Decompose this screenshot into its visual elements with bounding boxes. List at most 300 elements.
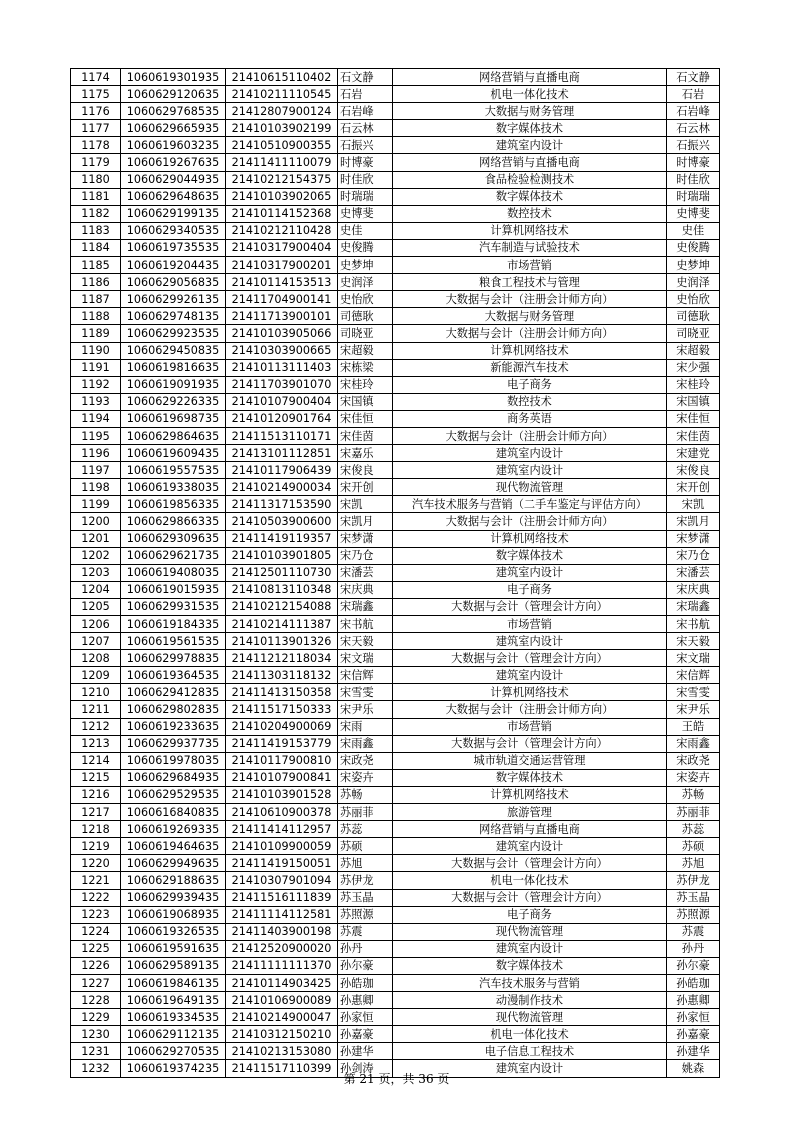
row-number: 1190 (71, 342, 121, 359)
table-row (71, 650, 720, 667)
student-name: 宋天毅 (338, 633, 393, 650)
major-name: 现代物流管理 (393, 1009, 667, 1026)
registration-number: 21410503900600 (226, 513, 338, 530)
row-number: 1211 (71, 701, 121, 718)
registration-number: 21411713900101 (226, 308, 338, 325)
table-row (71, 513, 720, 530)
registration-number: 21410117900810 (226, 752, 338, 769)
table-row (71, 393, 720, 410)
exam-number: 1060619609435 (121, 445, 226, 462)
table-row (71, 154, 720, 171)
signature: 宋凯月 (667, 513, 720, 530)
student-name: 宋桂玲 (338, 376, 393, 393)
student-name: 孙建华 (338, 1043, 393, 1060)
row-number: 1194 (71, 410, 121, 427)
student-name: 宋潘芸 (338, 564, 393, 581)
major-name: 大数据与财务管理 (393, 308, 667, 325)
major-name: 建筑室内设计 (393, 137, 667, 154)
exam-number: 1060629188635 (121, 872, 226, 889)
row-number: 1215 (71, 769, 121, 786)
exam-number: 1060629978835 (121, 650, 226, 667)
student-name: 苏硕 (338, 838, 393, 855)
major-name: 数字媒体技术 (393, 769, 667, 786)
row-number: 1203 (71, 564, 121, 581)
student-name: 石云林 (338, 120, 393, 137)
exam-number: 1060619184335 (121, 616, 226, 633)
signature: 宋俊良 (667, 462, 720, 479)
row-number: 1229 (71, 1009, 121, 1026)
signature: 宋姿卉 (667, 769, 720, 786)
signature: 孙建华 (667, 1043, 720, 1060)
row-number: 1232 (71, 1060, 121, 1077)
major-name: 建筑室内设计 (393, 445, 667, 462)
row-number: 1208 (71, 650, 121, 667)
exam-number: 1060619698735 (121, 410, 226, 427)
table-row (71, 906, 720, 923)
student-name: 宋佳茵 (338, 427, 393, 444)
student-name: 司德耿 (338, 308, 393, 325)
signature: 宋建党 (667, 445, 720, 462)
registration-number: 21411703901070 (226, 376, 338, 393)
row-number: 1212 (71, 718, 121, 735)
signature: 宋佳恒 (667, 410, 720, 427)
registration-number: 21411419153779 (226, 735, 338, 752)
registration-number: 21410120901764 (226, 410, 338, 427)
table-row (71, 325, 720, 342)
row-number: 1219 (71, 838, 121, 855)
signature: 时瑞瑞 (667, 188, 720, 205)
exam-number: 1060629748135 (121, 308, 226, 325)
major-name: 计算机网络技术 (393, 684, 667, 701)
registration-number: 21410212110428 (226, 222, 338, 239)
major-name: 数字媒体技术 (393, 188, 667, 205)
major-name: 商务英语 (393, 410, 667, 427)
table-row (71, 598, 720, 615)
table-row (71, 1009, 720, 1026)
major-name: 计算机网络技术 (393, 222, 667, 239)
major-name: 大数据与会计（注册会计师方向） (393, 701, 667, 718)
major-name: 大数据与会计（注册会计师方向） (393, 291, 667, 308)
signature: 史佳 (667, 222, 720, 239)
signature: 时博豪 (667, 154, 720, 171)
row-number: 1184 (71, 239, 121, 256)
registration-number: 21410204900069 (226, 718, 338, 735)
exam-number: 1060619267635 (121, 154, 226, 171)
registration-number: 21410107900841 (226, 769, 338, 786)
row-number: 1222 (71, 889, 121, 906)
exam-number: 1060629949635 (121, 855, 226, 872)
exam-number: 1060629648635 (121, 188, 226, 205)
exam-number: 1060629199135 (121, 205, 226, 222)
exam-number: 1060616840835 (121, 804, 226, 821)
major-name: 机电一体化技术 (393, 1026, 667, 1043)
registration-number: 21410107900404 (226, 393, 338, 410)
exam-number: 1060619091935 (121, 376, 226, 393)
signature: 司晓亚 (667, 325, 720, 342)
table-row (71, 701, 720, 718)
exam-number: 1060619233635 (121, 718, 226, 735)
signature: 宋梦潇 (667, 530, 720, 547)
signature: 宋政尧 (667, 752, 720, 769)
registration-number: 21410214900034 (226, 479, 338, 496)
exam-number: 1060629768535 (121, 103, 226, 120)
row-number: 1227 (71, 974, 121, 991)
row-number: 1186 (71, 274, 121, 291)
roster-table-body (71, 69, 720, 1078)
table-row (71, 1026, 720, 1043)
student-name: 孙剑涛 (338, 1060, 393, 1077)
registration-number: 21411419150051 (226, 855, 338, 872)
row-number: 1217 (71, 804, 121, 821)
table-row (71, 342, 720, 359)
row-number: 1182 (71, 205, 121, 222)
registration-number: 21411411110079 (226, 154, 338, 171)
major-name: 市场营销 (393, 718, 667, 735)
signature: 王皓 (667, 718, 720, 735)
row-number: 1178 (71, 137, 121, 154)
table-row (71, 718, 720, 735)
student-name: 史博斐 (338, 205, 393, 222)
major-name: 食品检验检测技术 (393, 171, 667, 188)
row-number: 1183 (71, 222, 121, 239)
row-number: 1191 (71, 359, 121, 376)
table-row (71, 496, 720, 513)
row-number: 1177 (71, 120, 121, 137)
row-number: 1195 (71, 427, 121, 444)
table-row (71, 684, 720, 701)
signature: 宋少强 (667, 359, 720, 376)
major-name: 动漫制作技术 (393, 992, 667, 1009)
table-row (71, 940, 720, 957)
major-name: 城市轨道交通运营管理 (393, 752, 667, 769)
table-row (71, 291, 720, 308)
signature: 苏照源 (667, 906, 720, 923)
signature: 宋天毅 (667, 633, 720, 650)
student-name: 宋乃仓 (338, 547, 393, 564)
major-name: 建筑室内设计 (393, 940, 667, 957)
row-number: 1209 (71, 667, 121, 684)
row-number: 1192 (71, 376, 121, 393)
registration-number: 21410103902199 (226, 120, 338, 137)
registration-number: 21410214900047 (226, 1009, 338, 1026)
signature: 孙皓珈 (667, 974, 720, 991)
exam-number: 1060619204435 (121, 257, 226, 274)
exam-number: 1060619364535 (121, 667, 226, 684)
registration-number: 21411413150358 (226, 684, 338, 701)
registration-number: 21410510900355 (226, 137, 338, 154)
signature: 宋雪雯 (667, 684, 720, 701)
signature: 宋凯 (667, 496, 720, 513)
major-name: 建筑室内设计 (393, 667, 667, 684)
row-number: 1207 (71, 633, 121, 650)
registration-number: 21410103902065 (226, 188, 338, 205)
major-name: 粮食工程技术与管理 (393, 274, 667, 291)
table-row (71, 479, 720, 496)
signature: 苏玉晶 (667, 889, 720, 906)
student-name: 宋文瑞 (338, 650, 393, 667)
major-name: 数字媒体技术 (393, 120, 667, 137)
signature: 石云林 (667, 120, 720, 137)
student-name: 石文静 (338, 69, 393, 86)
exam-number: 1060629340535 (121, 222, 226, 239)
row-number: 1175 (71, 86, 121, 103)
exam-number: 1060629450835 (121, 342, 226, 359)
table-row (71, 838, 720, 855)
row-number: 1189 (71, 325, 121, 342)
major-name: 大数据与财务管理 (393, 103, 667, 120)
student-name: 孙皓珈 (338, 974, 393, 991)
signature: 宋超毅 (667, 342, 720, 359)
row-number: 1198 (71, 479, 121, 496)
student-name: 苏丽菲 (338, 804, 393, 821)
signature: 苏丽菲 (667, 804, 720, 821)
major-name: 现代物流管理 (393, 923, 667, 940)
major-name: 网络营销与直播电商 (393, 154, 667, 171)
row-number: 1202 (71, 547, 121, 564)
exam-number: 1060629529535 (121, 786, 226, 803)
registration-number: 21410317900404 (226, 239, 338, 256)
exam-number: 1060629866335 (121, 513, 226, 530)
registration-number: 21410114903425 (226, 974, 338, 991)
student-name: 孙丹 (338, 940, 393, 957)
major-name: 电子信息工程技术 (393, 1043, 667, 1060)
student-name: 宋凯 (338, 496, 393, 513)
registration-number: 21410610900378 (226, 804, 338, 821)
major-name: 建筑室内设计 (393, 1060, 667, 1077)
student-name: 宋庆典 (338, 581, 393, 598)
student-name: 宋瑞鑫 (338, 598, 393, 615)
major-name: 新能源汽车技术 (393, 359, 667, 376)
student-name: 宋雨 (338, 718, 393, 735)
student-name: 宋书航 (338, 616, 393, 633)
registration-number: 21410214111387 (226, 616, 338, 633)
exam-number: 1060619816635 (121, 359, 226, 376)
row-number: 1201 (71, 530, 121, 547)
exam-number: 1060629056835 (121, 274, 226, 291)
exam-number: 1060629112135 (121, 1026, 226, 1043)
signature: 苏伊龙 (667, 872, 720, 889)
signature: 宋国镇 (667, 393, 720, 410)
table-row (71, 120, 720, 137)
signature: 宋瑞鑫 (667, 598, 720, 615)
exam-number: 1060619334535 (121, 1009, 226, 1026)
table-row (71, 992, 720, 1009)
row-number: 1185 (71, 257, 121, 274)
student-name: 宋雪雯 (338, 684, 393, 701)
major-name: 现代物流管理 (393, 479, 667, 496)
student-name: 史怡欣 (338, 291, 393, 308)
major-name: 汽车技术服务与营销（二手车鉴定与评估方向） (393, 496, 667, 513)
row-number: 1214 (71, 752, 121, 769)
signature: 孙尔豪 (667, 957, 720, 974)
row-number: 1220 (71, 855, 121, 872)
student-name: 孙家恒 (338, 1009, 393, 1026)
registration-number: 21412807900124 (226, 103, 338, 120)
table-row (71, 633, 720, 650)
student-name: 孙嘉豪 (338, 1026, 393, 1043)
table-row (71, 804, 720, 821)
registration-number: 21412501110730 (226, 564, 338, 581)
major-name: 汽车制造与试验技术 (393, 239, 667, 256)
row-number: 1200 (71, 513, 121, 530)
table-row (71, 86, 720, 103)
registration-number: 21410212154375 (226, 171, 338, 188)
exam-number: 1060619374235 (121, 1060, 226, 1077)
row-number: 1206 (71, 616, 121, 633)
registration-number: 21410109900059 (226, 838, 338, 855)
exam-number: 1060629937735 (121, 735, 226, 752)
signature: 石岩峰 (667, 103, 720, 120)
exam-number: 1060619557535 (121, 462, 226, 479)
signature: 孙家恒 (667, 1009, 720, 1026)
signature: 苏震 (667, 923, 720, 940)
signature: 宋乃仓 (667, 547, 720, 564)
student-name: 苏震 (338, 923, 393, 940)
major-name: 大数据与会计（管理会计方向） (393, 650, 667, 667)
exam-number: 1060629589135 (121, 957, 226, 974)
table-row (71, 308, 720, 325)
row-number: 1223 (71, 906, 121, 923)
registration-number: 21412520900020 (226, 940, 338, 957)
exam-number: 1060629120635 (121, 86, 226, 103)
signature: 苏硕 (667, 838, 720, 855)
exam-number: 1060619846135 (121, 974, 226, 991)
major-name: 建筑室内设计 (393, 838, 667, 855)
row-number: 1188 (71, 308, 121, 325)
table-row (71, 616, 720, 633)
exam-number: 1060619591635 (121, 940, 226, 957)
registration-number: 21411414112957 (226, 821, 338, 838)
table-row (71, 222, 720, 239)
exam-number: 1060629621735 (121, 547, 226, 564)
exam-number: 1060619649135 (121, 992, 226, 1009)
registration-number: 21411704900141 (226, 291, 338, 308)
registration-number: 21410615110402 (226, 69, 338, 86)
table-row (71, 752, 720, 769)
registration-number: 21410117906439 (226, 462, 338, 479)
major-name: 数控技术 (393, 393, 667, 410)
registration-number: 21410211110545 (226, 86, 338, 103)
exam-number: 1060619068935 (121, 906, 226, 923)
student-name: 宋信辉 (338, 667, 393, 684)
registration-number: 21410114153513 (226, 274, 338, 291)
table-row (71, 445, 720, 462)
major-name: 计算机网络技术 (393, 786, 667, 803)
signature: 苏畅 (667, 786, 720, 803)
exam-number: 1060629044935 (121, 171, 226, 188)
registration-number: 21410312150210 (226, 1026, 338, 1043)
table-row (71, 769, 720, 786)
table-row (71, 257, 720, 274)
row-number: 1193 (71, 393, 121, 410)
row-number: 1204 (71, 581, 121, 598)
table-row (71, 564, 720, 581)
major-name: 大数据与会计（注册会计师方向） (393, 427, 667, 444)
table-row (71, 923, 720, 940)
page-footer: 第 21 页，共 36 页 (343, 1072, 450, 1086)
major-name: 大数据与会计（管理会计方向） (393, 598, 667, 615)
major-name: 建筑室内设计 (393, 462, 667, 479)
table-row (71, 171, 720, 188)
student-name: 时佳欣 (338, 171, 393, 188)
table-row (71, 855, 720, 872)
signature: 石振兴 (667, 137, 720, 154)
table-row (71, 957, 720, 974)
exam-number: 1060619856335 (121, 496, 226, 513)
registration-number: 21410317900201 (226, 257, 338, 274)
registration-number: 21411517150333 (226, 701, 338, 718)
table-row (71, 239, 720, 256)
signature: 孙惠卿 (667, 992, 720, 1009)
registration-number: 21411303118132 (226, 667, 338, 684)
exam-number: 1060619561535 (121, 633, 226, 650)
registration-number: 21410103901805 (226, 547, 338, 564)
table-row (71, 205, 720, 222)
row-number: 1176 (71, 103, 121, 120)
table-row (71, 376, 720, 393)
major-name: 机电一体化技术 (393, 872, 667, 889)
signature: 宋佳茵 (667, 427, 720, 444)
student-name: 时博豪 (338, 154, 393, 171)
row-number: 1197 (71, 462, 121, 479)
registration-number: 21411111111370 (226, 957, 338, 974)
exam-number: 1060629270535 (121, 1043, 226, 1060)
signature: 宋信辉 (667, 667, 720, 684)
row-number: 1196 (71, 445, 121, 462)
exam-number: 1060629684935 (121, 769, 226, 786)
major-name: 电子商务 (393, 906, 667, 923)
student-name: 宋梦潇 (338, 530, 393, 547)
row-number: 1225 (71, 940, 121, 957)
major-name: 数字媒体技术 (393, 547, 667, 564)
signature: 史梦坤 (667, 257, 720, 274)
major-name: 网络营销与直播电商 (393, 69, 667, 86)
registration-number: 21411114112581 (226, 906, 338, 923)
registration-number: 21410212154088 (226, 598, 338, 615)
signature: 宋庆典 (667, 581, 720, 598)
row-number: 1180 (71, 171, 121, 188)
registration-number: 21410113901326 (226, 633, 338, 650)
row-number: 1210 (71, 684, 121, 701)
table-row (71, 103, 720, 120)
table-row (71, 137, 720, 154)
student-name: 苏蕊 (338, 821, 393, 838)
signature: 石岩 (667, 86, 720, 103)
registration-number: 21410103901528 (226, 786, 338, 803)
major-name: 建筑室内设计 (393, 633, 667, 650)
registration-number: 21410114152368 (226, 205, 338, 222)
row-number: 1224 (71, 923, 121, 940)
registration-number: 21410106900089 (226, 992, 338, 1009)
student-name: 石振兴 (338, 137, 393, 154)
registration-number: 21410303900665 (226, 342, 338, 359)
exam-number: 1060619408035 (121, 564, 226, 581)
major-name: 网络营销与直播电商 (393, 821, 667, 838)
student-name: 宋佳恒 (338, 410, 393, 427)
signature: 姚森 (667, 1060, 720, 1077)
signature: 史润泽 (667, 274, 720, 291)
registration-number: 21411317153590 (226, 496, 338, 513)
registration-number: 21410213153080 (226, 1043, 338, 1060)
exam-number: 1060619301935 (121, 69, 226, 86)
row-number: 1231 (71, 1043, 121, 1060)
student-name: 宋姿卉 (338, 769, 393, 786)
student-name: 宋凯月 (338, 513, 393, 530)
exam-number: 1060629412835 (121, 684, 226, 701)
signature: 史博斐 (667, 205, 720, 222)
student-name: 宋嘉乐 (338, 445, 393, 462)
signature: 司德耿 (667, 308, 720, 325)
